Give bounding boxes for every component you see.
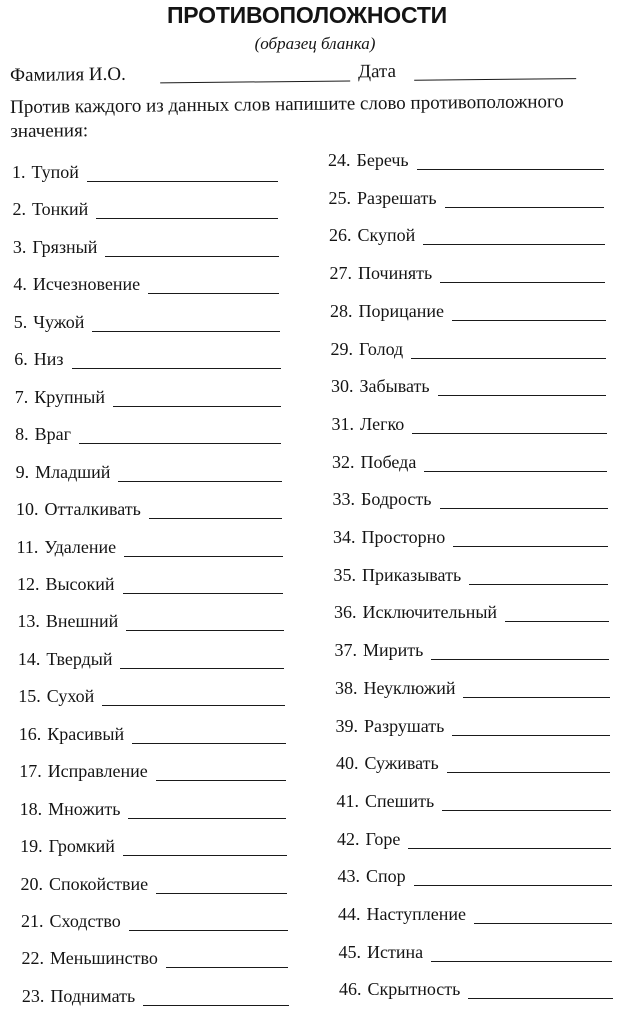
item-number: 32. <box>332 451 355 472</box>
item-word: Победа <box>360 451 417 472</box>
item-number: 26. <box>329 225 352 246</box>
word-item <box>336 753 439 777</box>
word-item <box>15 387 105 411</box>
word-item <box>337 791 435 815</box>
answer-blank[interactable] <box>447 772 611 773</box>
item-number: 11. <box>16 536 39 557</box>
answer-blank[interactable] <box>123 855 287 856</box>
item-word: Неуклюжий <box>363 677 456 698</box>
answer-blank[interactable] <box>166 967 289 968</box>
word-item <box>328 150 409 174</box>
answer-blank[interactable] <box>440 508 608 509</box>
item-word: Спор <box>366 866 406 887</box>
item-word: Чужой <box>33 311 85 332</box>
date-label: Дата <box>357 60 397 83</box>
word-item <box>329 188 437 212</box>
answer-blank[interactable] <box>105 256 279 257</box>
word-item <box>337 829 400 853</box>
answer-blank[interactable] <box>79 443 281 444</box>
answer-blank[interactable] <box>87 181 278 182</box>
header-row <box>10 59 630 93</box>
answer-blank[interactable] <box>128 818 286 819</box>
word-item <box>21 948 157 972</box>
word-item <box>14 312 85 336</box>
item-number: 38. <box>335 677 358 698</box>
item-number: 37. <box>334 640 357 661</box>
item-number: 29. <box>330 338 353 359</box>
answer-blank[interactable] <box>96 218 278 219</box>
answer-blank[interactable] <box>452 735 610 736</box>
word-item <box>334 602 497 626</box>
word-item <box>22 986 135 1010</box>
word-item <box>338 904 466 928</box>
word-item <box>20 799 121 823</box>
item-word: Твердый <box>46 648 113 669</box>
name-label: Фамилия И.О. <box>10 63 126 86</box>
item-number: 16. <box>18 723 42 744</box>
answer-blank[interactable] <box>463 697 609 698</box>
item-word: Крупный <box>34 386 105 407</box>
answer-blank[interactable] <box>423 244 605 245</box>
word-item <box>16 499 141 523</box>
item-word: Множить <box>48 798 121 819</box>
item-word: Разрушать <box>364 715 445 736</box>
item-number: 27. <box>329 263 352 284</box>
answer-blank[interactable] <box>408 848 611 849</box>
item-number: 39. <box>335 715 358 736</box>
item-word: Поднимать <box>50 985 136 1006</box>
item-word: Отталкивать <box>44 499 141 520</box>
item-word: Спокойствие <box>49 873 149 894</box>
word-item <box>14 349 63 373</box>
item-number: 8. <box>15 424 29 445</box>
item-word: Младший <box>35 461 111 482</box>
answer-blank[interactable] <box>120 668 284 669</box>
item-number: 7. <box>14 386 29 407</box>
item-number: 15. <box>18 686 41 707</box>
word-item <box>338 866 406 890</box>
item-word: Разрешать <box>357 187 437 208</box>
item-word: Скупой <box>357 225 416 246</box>
item-number: 1. <box>12 162 26 182</box>
item-word: Скрытность <box>367 979 461 1000</box>
item-number: 3. <box>12 236 27 257</box>
item-number: 6. <box>14 349 28 370</box>
word-item <box>336 716 445 740</box>
answer-blank[interactable] <box>445 207 605 208</box>
word-item <box>333 489 432 513</box>
answer-blank[interactable] <box>424 471 607 472</box>
answer-blank[interactable] <box>440 282 605 283</box>
item-word: Исчезновение <box>32 274 141 295</box>
word-item <box>17 611 118 635</box>
item-word: Приказывать <box>362 564 462 585</box>
answer-blank[interactable] <box>412 433 607 434</box>
word-item <box>20 836 115 860</box>
item-word: Сходство <box>49 911 121 931</box>
name-field[interactable] <box>160 80 350 83</box>
word-item <box>18 649 113 673</box>
item-number: 30. <box>331 376 354 397</box>
item-word: Тонкий <box>31 199 89 220</box>
word-item <box>331 376 430 400</box>
answer-blank[interactable] <box>468 998 612 999</box>
item-word: Громкий <box>48 836 115 857</box>
item-word: Порицание <box>358 300 445 321</box>
date-field[interactable] <box>414 78 576 81</box>
word-item <box>15 424 71 448</box>
item-number: 35. <box>333 564 356 585</box>
answer-blank[interactable] <box>129 930 288 931</box>
item-number: 41. <box>336 790 359 811</box>
answer-blank[interactable] <box>149 518 283 519</box>
word-item <box>18 686 94 710</box>
item-word: Спешить <box>365 790 435 811</box>
item-word: Просторно <box>361 527 446 547</box>
item-number: 23. <box>21 985 45 1006</box>
word-item <box>17 537 117 561</box>
word-item <box>339 942 424 966</box>
item-number: 10. <box>16 499 39 520</box>
word-item <box>12 199 88 223</box>
item-number: 18. <box>19 798 43 819</box>
item-number: 22. <box>21 948 44 969</box>
item-number: 40. <box>336 753 359 774</box>
word-item <box>17 574 115 598</box>
page-subtitle: (образец бланка) <box>254 34 376 53</box>
item-number: 2. <box>12 199 26 220</box>
item-word: Низ <box>33 349 64 370</box>
word-item <box>332 452 416 476</box>
item-word: Истина <box>367 941 424 962</box>
item-number: 14. <box>17 648 41 669</box>
item-word: Забывать <box>359 376 430 397</box>
answer-blank[interactable] <box>411 358 606 359</box>
instruction-line-1: Против каждого из данных слов напишите слово противоположного <box>10 91 564 118</box>
item-number: 24. <box>328 150 351 170</box>
word-item <box>16 462 111 486</box>
word-item <box>19 724 124 748</box>
item-word: Красивый <box>47 723 125 744</box>
item-word: Наступление <box>366 904 466 924</box>
word-item <box>13 237 98 261</box>
item-word: Грязный <box>32 236 98 257</box>
answer-blank[interactable] <box>474 923 612 924</box>
word-item <box>333 527 445 551</box>
answer-blank[interactable] <box>123 593 284 594</box>
answer-blank[interactable] <box>118 481 282 482</box>
item-number: 45. <box>338 941 361 962</box>
item-number: 13. <box>17 611 40 632</box>
item-word: Меньшинство <box>49 948 158 969</box>
word-item <box>19 761 148 785</box>
item-number: 21. <box>21 911 44 931</box>
word-item <box>21 874 149 898</box>
item-number: 4. <box>13 274 27 295</box>
item-word: Исключительный <box>362 602 498 623</box>
item-word: Тупой <box>31 162 79 182</box>
item-number: 34. <box>333 527 356 547</box>
instruction-line-2: значения: <box>10 120 89 142</box>
answer-blank[interactable] <box>442 810 611 811</box>
word-item <box>334 565 462 589</box>
word-item <box>330 263 433 287</box>
instruction-text <box>10 89 638 144</box>
item-word: Суживать <box>364 753 439 774</box>
answer-blank[interactable] <box>72 368 281 369</box>
item-number: 20. <box>20 873 44 894</box>
word-item <box>21 911 121 935</box>
item-number: 19. <box>20 836 43 857</box>
item-number: 5. <box>13 311 28 332</box>
answer-blank[interactable] <box>414 885 612 886</box>
answer-blank[interactable] <box>431 961 612 962</box>
item-word: Внешний <box>45 611 119 632</box>
word-item <box>13 274 140 298</box>
answer-blank[interactable] <box>132 743 285 744</box>
item-number: 28. <box>330 300 353 321</box>
item-word: Удаление <box>44 536 117 557</box>
item-number: 17. <box>19 761 42 782</box>
word-item <box>330 301 444 325</box>
answer-blank[interactable] <box>113 406 281 407</box>
item-number: 46. <box>339 979 362 1000</box>
word-item <box>339 979 460 1003</box>
answer-blank[interactable] <box>438 395 607 396</box>
item-number: 12. <box>16 573 40 594</box>
answer-blank[interactable] <box>156 780 286 781</box>
item-number: 44. <box>338 904 361 924</box>
answer-blank[interactable] <box>469 584 608 585</box>
word-item <box>335 678 455 702</box>
item-word: Высокий <box>45 573 115 594</box>
item-number: 9. <box>15 461 30 482</box>
item-word: Беречь <box>356 150 409 170</box>
item-word: Мирить <box>363 640 424 661</box>
word-item <box>12 162 79 186</box>
answer-blank[interactable] <box>453 546 608 547</box>
item-word: Исправление <box>47 761 148 782</box>
item-number: 33. <box>332 489 355 510</box>
answer-blank[interactable] <box>417 169 604 170</box>
answer-blank[interactable] <box>102 705 285 706</box>
item-word: Голод <box>359 338 404 359</box>
item-number: 36. <box>334 602 357 623</box>
item-word: Бодрость <box>361 489 432 510</box>
answer-blank[interactable] <box>148 293 279 294</box>
item-number: 43. <box>337 866 360 887</box>
item-number: 31. <box>331 413 354 434</box>
item-word: Починять <box>358 263 433 284</box>
word-item <box>329 225 415 249</box>
page-title: ПРОТИВОПОЛОЖНОСТИ <box>166 2 448 28</box>
item-word: Враг <box>34 424 72 445</box>
answer-blank[interactable] <box>126 630 284 631</box>
item-word: Горе <box>365 828 401 849</box>
answer-blank[interactable] <box>92 331 280 332</box>
answer-blank[interactable] <box>452 320 606 321</box>
item-number: 25. <box>328 187 351 208</box>
word-item <box>332 414 405 438</box>
answer-blank[interactable] <box>505 621 609 622</box>
item-number: 42. <box>337 828 360 849</box>
item-word: Легко <box>360 413 405 434</box>
word-item <box>335 640 424 664</box>
word-item <box>331 339 404 363</box>
item-word: Сухой <box>46 686 95 707</box>
answer-blank[interactable] <box>143 1005 289 1006</box>
answer-blank[interactable] <box>124 556 283 557</box>
answer-blank[interactable] <box>156 893 287 894</box>
answer-blank[interactable] <box>431 659 609 660</box>
